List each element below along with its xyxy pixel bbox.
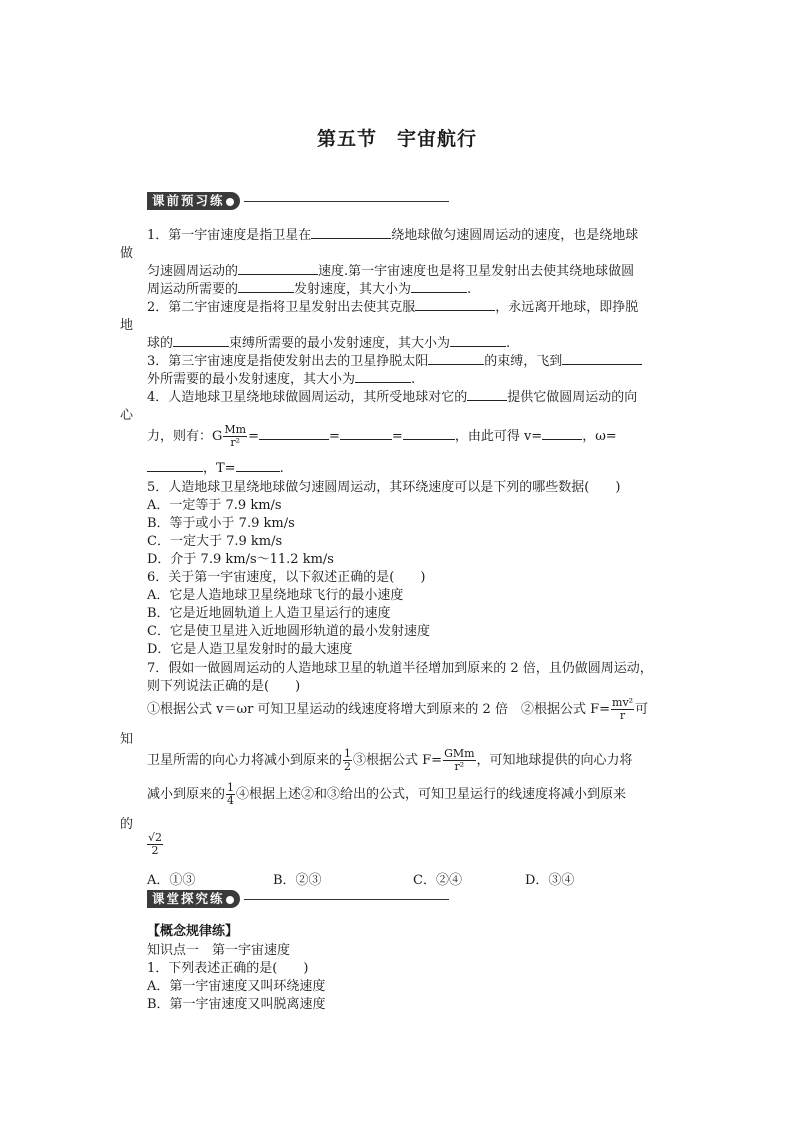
q5-option-a[interactable]: A．一定等于 7.9 km/s xyxy=(147,498,282,513)
blank[interactable] xyxy=(238,261,318,275)
denominator: r² xyxy=(230,436,241,449)
fraction xyxy=(611,697,634,722)
numerator: √2 xyxy=(148,831,163,844)
text: 减小到原来的 xyxy=(147,787,226,802)
numerator: Mm xyxy=(224,423,247,436)
section-tag xyxy=(147,192,240,210)
text: 速度.第一宇宙速度也是将卫星发射出去使其绕地球做圆 xyxy=(318,264,635,279)
q1-wrap: 做 xyxy=(120,246,134,261)
numerator: GMm xyxy=(444,747,475,760)
q2-line1 xyxy=(147,296,638,315)
q1-line3 xyxy=(147,278,471,297)
blank[interactable] xyxy=(562,351,642,365)
q7-option-c[interactable]: C．②④ xyxy=(413,873,462,888)
text: 外所需要的最小发射速度，其大小为 xyxy=(147,372,356,387)
q5-option-d[interactable]: D．介于 7.9 km/s～11.2 km/s xyxy=(147,552,334,567)
page-title: 第五节 宇宙航行 xyxy=(316,128,477,150)
text: ①根据公式 v＝ωr 可知卫星运动的线速度将增大到原来的 2 倍 ②根据公式 F= xyxy=(147,702,611,717)
text: ③根据公式 F= xyxy=(353,753,443,768)
q7-wrap1: 知 xyxy=(120,732,134,747)
divider xyxy=(244,201,449,202)
q7-sqrt-fraction xyxy=(146,832,164,857)
knowledge-point: 知识点一 第一宇宙速度 xyxy=(147,943,291,958)
blank[interactable] xyxy=(355,369,411,383)
text: . xyxy=(411,372,416,387)
text: ④根据上述②和③给出的公式，可知卫星运行的线速度将减小到原来 xyxy=(236,787,627,802)
text: . xyxy=(506,336,511,351)
text: 4．人造地球卫星绕地球做圆周运动，其所受地球对它的 xyxy=(147,390,468,405)
denominator: 4 xyxy=(227,794,235,807)
q7-option-b[interactable]: B．②③ xyxy=(273,873,322,888)
blank[interactable] xyxy=(403,426,455,440)
numerator: mv² xyxy=(612,696,634,709)
text: ，可知地球提供的向心力将 xyxy=(476,753,633,768)
q1-line1 xyxy=(147,224,638,243)
blank[interactable] xyxy=(259,426,329,440)
q7-line1 xyxy=(147,697,648,722)
denominator: r² xyxy=(454,760,465,773)
q4-wrap: 心 xyxy=(120,408,134,423)
text: 可 xyxy=(635,702,649,717)
q6-option-c[interactable]: C．它是使卫星进入近地圆形轨道的最小发射速度 xyxy=(147,624,430,639)
text: ，由此可得 v= xyxy=(454,429,543,444)
blank[interactable] xyxy=(147,458,203,472)
section-title: 课堂探究练 xyxy=(152,891,225,906)
q7-option-a[interactable]: A．①③ xyxy=(147,873,196,888)
practice-q1-option-a[interactable]: A．第一宇宙速度又叫环绕速度 xyxy=(147,979,326,994)
blank[interactable] xyxy=(311,225,391,239)
divider xyxy=(244,899,449,900)
text: ，T= xyxy=(203,461,236,476)
bullet-icon xyxy=(226,896,234,904)
q6-stem: 6．关于第一宇宙速度，以下叙述正确的是( ) xyxy=(147,570,426,585)
text: = xyxy=(248,429,259,444)
text: 2．第二宇宙速度是指将卫星发射出去使其克服 xyxy=(147,300,416,315)
text: 1．第一宇宙速度是指卫星在 xyxy=(147,228,312,243)
blank[interactable] xyxy=(340,426,392,440)
text: 周运动所需要的 xyxy=(147,282,239,297)
text: 提供它做圆周运动的向 xyxy=(507,390,638,405)
text: ，ω= xyxy=(582,429,617,444)
numerator: 1 xyxy=(227,781,235,794)
text: 的束缚，飞到 xyxy=(484,354,563,369)
section-header-class xyxy=(147,890,449,908)
bullet-icon xyxy=(226,198,234,206)
text: 力，则有：G xyxy=(147,429,223,444)
text: 3．第三宇宙速度是指使发射出去的卫星挣脱太阳 xyxy=(147,354,429,369)
text: ，永远离开地球，即挣脱 xyxy=(495,300,639,315)
blank[interactable] xyxy=(411,279,467,293)
blank[interactable] xyxy=(542,426,582,440)
q2-wrap: 地 xyxy=(120,318,134,333)
q3-line2 xyxy=(147,368,415,387)
q4-line1 xyxy=(147,386,637,405)
fraction xyxy=(147,832,163,857)
q4-line2 xyxy=(147,424,617,449)
fraction xyxy=(443,748,475,773)
blank[interactable] xyxy=(450,333,506,347)
q2-line2 xyxy=(147,332,510,351)
fraction xyxy=(343,748,352,773)
q7-option-d[interactable]: D．③④ xyxy=(525,873,575,888)
practice-q1-stem: 1．下列表述正确的是( ) xyxy=(147,961,309,976)
text: . xyxy=(279,461,284,476)
denominator: 2 xyxy=(344,760,352,773)
q7-stem1: 7．假如一做圆周运动的人造地球卫星的轨道半径增加到原来的 2 倍，且仍做圆周运动， xyxy=(147,661,653,676)
q5-option-c[interactable]: C．一定大于 7.9 km/s xyxy=(147,534,283,549)
q7-wrap2: 的 xyxy=(120,817,134,832)
denominator: r xyxy=(619,709,626,722)
text: = xyxy=(391,429,403,444)
practice-q1-option-b[interactable]: B．第一宇宙速度又叫脱离速度 xyxy=(147,997,326,1012)
text: 球的 xyxy=(147,336,174,351)
blank[interactable] xyxy=(415,297,495,311)
blank[interactable] xyxy=(238,279,294,293)
section-header-pre xyxy=(147,192,449,210)
q7-stem2: 则下列说法正确的是( ) xyxy=(147,679,301,694)
q6-option-a[interactable]: A．它是人造地球卫星绕地球飞行的最小速度 xyxy=(147,588,404,603)
blank[interactable] xyxy=(236,458,280,472)
text: 发射速度，其大小为 xyxy=(294,282,412,297)
text: = xyxy=(329,429,340,444)
blank[interactable] xyxy=(173,333,229,347)
text: 绕地球做匀速圆周运动的速度，也是绕地球 xyxy=(391,228,639,243)
q5-stem: 5．人造地球卫星绕地球做匀速圆周运动，其环绕速度可以是下列的哪些数据( ) xyxy=(147,480,621,495)
q1-line2 xyxy=(147,260,634,279)
fraction xyxy=(223,424,247,449)
q7-line2 xyxy=(147,748,633,773)
q5-option-b[interactable]: B．等于或小于 7.9 km/s xyxy=(147,516,295,531)
q7-line3 xyxy=(147,782,626,807)
numerator: 1 xyxy=(344,747,352,760)
section-tag xyxy=(147,890,240,908)
q6-option-d[interactable]: D．它是人造卫星发射时的最大速度 xyxy=(147,642,353,657)
denominator: 2 xyxy=(151,844,159,857)
q4-line3 xyxy=(147,457,284,476)
practice-heading: 【概念规律练】 xyxy=(147,924,239,939)
blank[interactable] xyxy=(428,351,484,365)
text: . xyxy=(467,282,472,297)
fraction xyxy=(226,782,235,807)
blank[interactable] xyxy=(467,387,507,401)
q3-line1 xyxy=(147,350,642,369)
q6-option-b[interactable]: B．它是近地圆轨道上人造卫星运行的速度 xyxy=(147,606,391,621)
text: 匀速圆周运动的 xyxy=(147,264,239,279)
text: 束缚所需要的最小发射速度，其大小为 xyxy=(229,336,451,351)
text: 卫星所需的向心力将减小到原来的 xyxy=(147,753,343,768)
section-title: 课前预习练 xyxy=(152,193,225,208)
